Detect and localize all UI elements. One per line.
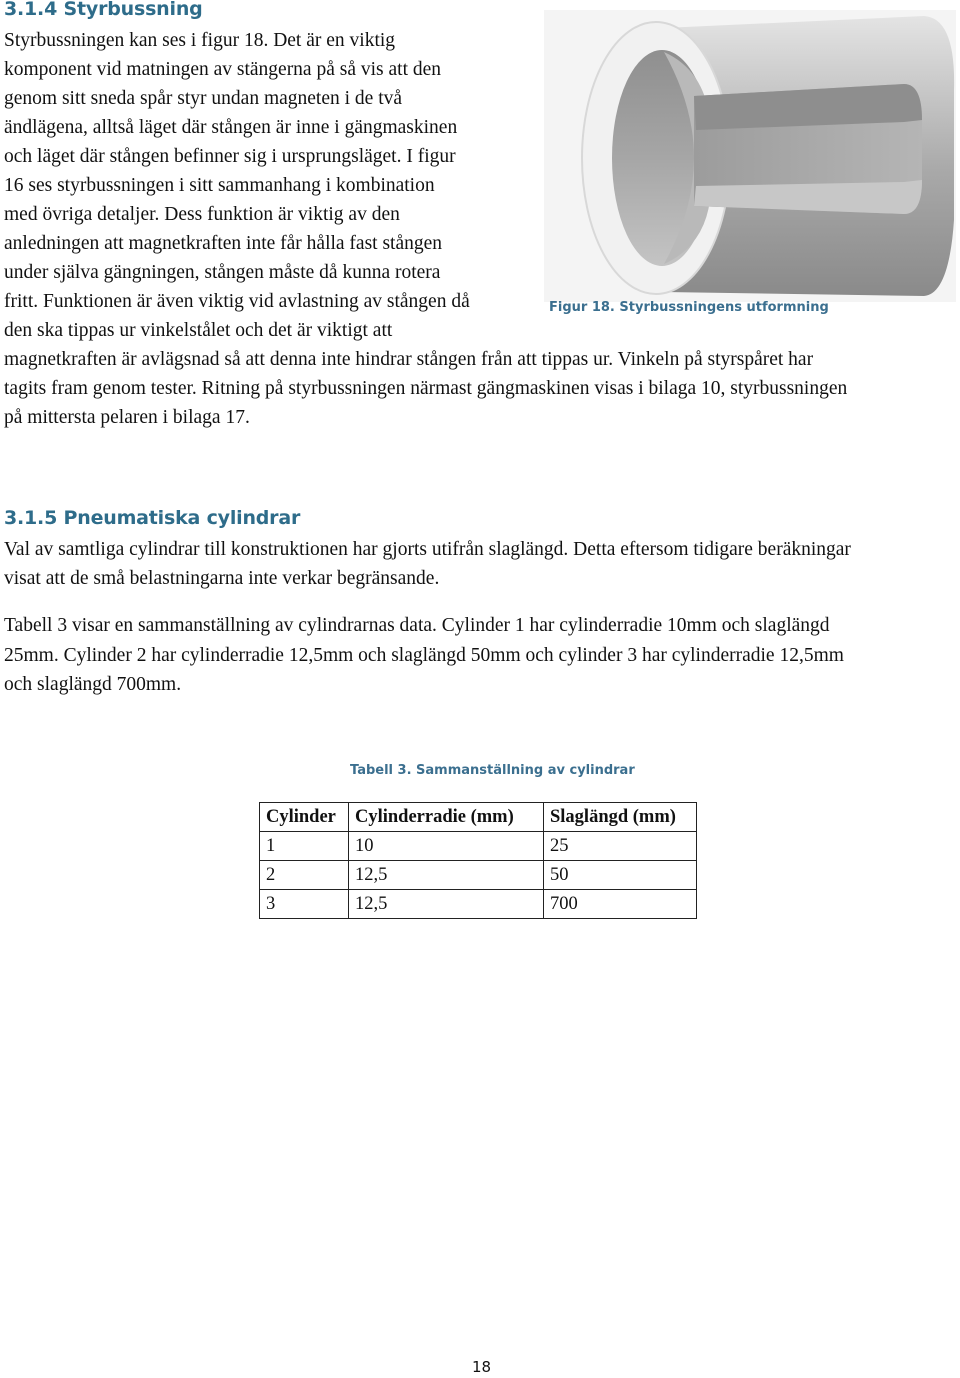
paragraph-line: komponent vid matningen av stängerna på så vis att den	[4, 59, 442, 80]
paragraph-line: magnetkraften är avlägsnad så att denna inte hindrar stången från att tippas ur. Vinkeln på styrspåret har	[4, 349, 814, 370]
paragraph-line: och slaglängd 700mm.	[4, 674, 182, 695]
paragraph-line: anledningen att magnetkraften inte får hålla fast stången	[4, 233, 443, 254]
table-cell: 2	[260, 861, 349, 890]
table-header-row	[260, 803, 697, 832]
paragraph-line: tagits fram genom tester. Ritning på styrbussningen närmast gängmaskinen visas i bilaga 10, styrbussningen	[4, 378, 848, 399]
table-cell: 25	[544, 832, 697, 861]
paragraph-line: visat att de små belastningarna inte verkar begränsande.	[4, 568, 440, 589]
paragraph-line: på mittersta pelaren i bilaga 17.	[4, 407, 250, 428]
paragraph-line: ändlägena, alltså läget där stången är inne i gängmaskinen	[4, 117, 458, 138]
table-cell: 50	[544, 861, 697, 890]
table-cell: 12,5	[349, 861, 544, 890]
section-heading-styrbussning: 3.1.4 Styrbussning	[4, 0, 203, 20]
paragraph-line: Tabell 3 visar en sammanställning av cylindrarnas data. Cylinder 1 har cylinderradie 10mm och slaglängd	[4, 615, 830, 636]
paragraph-line: Styrbussningen kan ses i figur 18. Det är en viktig	[4, 30, 396, 51]
table-cell: 1	[260, 832, 349, 861]
paragraph-line: den ska tippas ur vinkelstålet och det är viktigt att	[4, 320, 393, 341]
section-heading-pneumatiska-cylindrar: 3.1.5 Pneumatiska cylindrar	[4, 507, 301, 529]
table-cell: 3	[260, 890, 349, 919]
table-cell: 10	[349, 832, 544, 861]
table-header-cell: Cylinder	[260, 803, 349, 832]
paragraph-line: fritt. Funktionen är även viktig vid avlastning av stången då	[4, 291, 470, 312]
paragraph-line: under själva gängningen, stången måste då kunna rotera	[4, 262, 441, 283]
paragraph-line: 25mm. Cylinder 2 har cylinderradie 12,5mm och slaglängd 50mm och cylinder 3 har cylinderradie 12,5mm	[4, 645, 844, 666]
cylinder-table	[259, 802, 697, 919]
paragraph-line: med övriga detaljer. Dess funktion är viktig av den	[4, 204, 400, 225]
table-header-cell: Cylinderradie (mm)	[349, 803, 544, 832]
paragraph-line: 16 ses styrbussningen i sitt sammanhang i kombination	[4, 175, 435, 196]
table-header-cell: Slaglängd (mm)	[544, 803, 697, 832]
figure-caption: Figur 18. Styrbussningens utformning	[549, 300, 829, 315]
table-cell: 12,5	[349, 890, 544, 919]
table-cell: 700	[544, 890, 697, 919]
paragraph-line: genom sitt sneda spår styr undan magneten i de två	[4, 88, 403, 109]
table-caption: Tabell 3. Sammanställning av cylindrar	[350, 763, 635, 778]
table-row	[260, 890, 697, 919]
table-row	[260, 832, 697, 861]
paragraph-line: Val av samtliga cylindrar till konstruktionen har gjorts utifrån slaglängd. Detta eftersom tidigare beräkningar	[4, 539, 851, 560]
page-number: 18	[472, 1358, 492, 1376]
bushing-figure-image	[544, 10, 956, 302]
paragraph-line: och läget där stången befinner sig i ursprungsläget. I figur	[4, 146, 456, 167]
table-row	[260, 861, 697, 890]
